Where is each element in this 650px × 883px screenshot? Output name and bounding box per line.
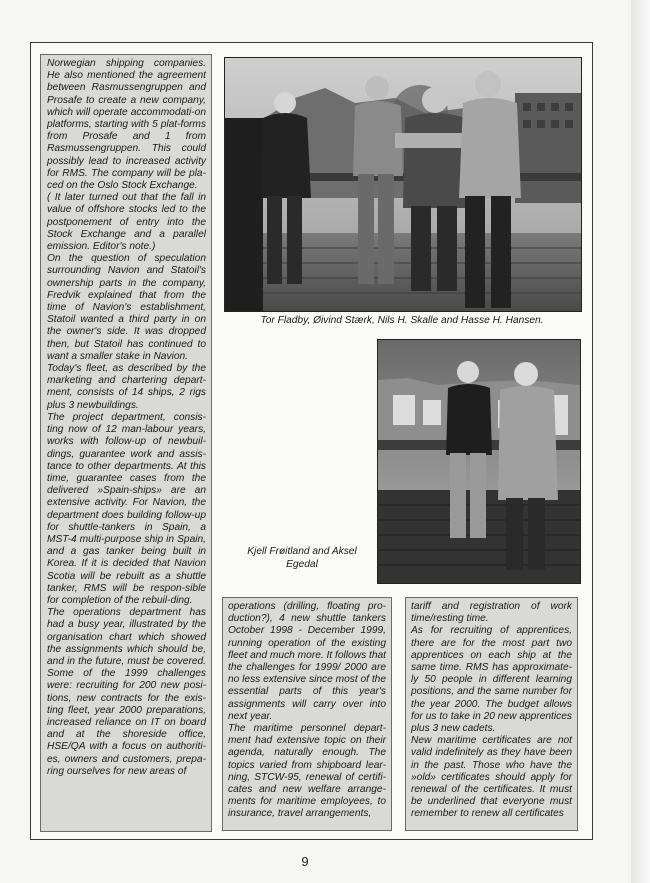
paragraph: Today's fleet, as described by the marketing and chartering depart-ment, consists of 14 ships, 2 rigs plus 3 newbuildings. [47,363,206,411]
two-men-photo-drawing [378,340,580,583]
photo-caption: Tor Fladby, Øivind Stærk, Nils H. Skalle and Hasse H. Hansen. [260,315,544,326]
page-number: 9 [301,854,309,869]
page-edge [631,0,650,883]
paragraph: As for recruiting of apprentices, there are for the most part two apprentices on each ship at the same time. RMS has approximate-ly 50 people in different learning positions, and the same number for the year 2000. The budget allows for us to take in 20 new apprentices plus 3 new cadets. [411,625,572,735]
paragraph: operations (drilling, floating pro-duction?), 4 new shuttle tankers October 1998 - December 1999, running operation of the existing fleet and much more. It follows that the challenges for 1999/ 2000 are no less extensive since most of the essential parts of this year's assignments will carry over into next year. [228,601,386,722]
paragraph: ( It later turned out that the fall in value of offshore stocks led to the postponement of entry into the Stock Exchange and a parallel emission. Editor's note.) [47,192,206,253]
text-column-left [40,54,212,832]
paragraph: New maritime certificates are not valid indefinitely as they have been in the past. Those who have the »old» certificates should apply for renewal of the certificates. It must be underlined that everyone must remember to renew all certificates [411,735,572,820]
paragraph: The maritime personnel depart-ment had extensive topic on their agenda, naturally enough. The topics varied from shipboard lear-ning, STCW-95, renewal of certifi-cates and new welfare arrange-ments for maritime employees, to insurance, travel arrangements, [228,723,386,820]
paragraph: Norwegian shipping companies. He also mentioned the agreement between Rasmussengruppen and Prosafe to create a new company, which will operate accommodati-on platforms, starting with 5 plat-forms from Prosafe and 1 from Rasmussengruppen. This could possibly lead to increased activity for RMS. The company will be pla-ced on the Oslo Stock Exchange. [47,58,206,192]
text-column-right [405,597,578,831]
paragraph: The project department, consis-ting now of 12 man-labour years, works with follow-up of newbuil-dings, guarantee work and assis-tance to other departments. At this time, guarantee cases from the delivered »Spain-ships» are an extensive activity. For Navion, the department does building follow-up for shuttle-tankers in Spain, a MST-4 multi-purpose ship in Spain, and a gas tanker being built in Korea. If it is decided that Navion Scotia will be rebuilt as a shuttle tanker, RMS will be respon-sible for completion of the rebuil-ding. [47,411,206,606]
photo-caption: Kjell Frøitland and Aksel Egedal [247,546,357,570]
photo-two-men [377,339,581,584]
paragraph: tariff and registration of work time/resting time. [411,601,572,625]
text-column-middle [222,597,392,831]
paragraph: The operations department has had a busy year, illustrated by the organisation chart which showed the assignments which should be, and in the future, must be covered. Some of the 1999 challenges were: recruiting for 200 new posi-tions, new contracts for the exis-ting fleet, year 2000 preparations, increased reliance on IT on board and at the shoreside office, HSE/QA with a focus on authoriti-es, owners and customers, prepa-ring ourselves for new areas of [47,607,206,777]
paragraph: On the question of speculation surrounding Navion and Statoil's ownership parts in the company, Fredvik explained that from the time of Navion's establishment, Statoil wanted a third party in on the owner's side. It was dropped then, but Statoil has continued to want a smaller stake in Navion. [47,253,206,362]
group-photo-four-men [224,57,582,312]
group-photo-drawing [225,58,581,311]
